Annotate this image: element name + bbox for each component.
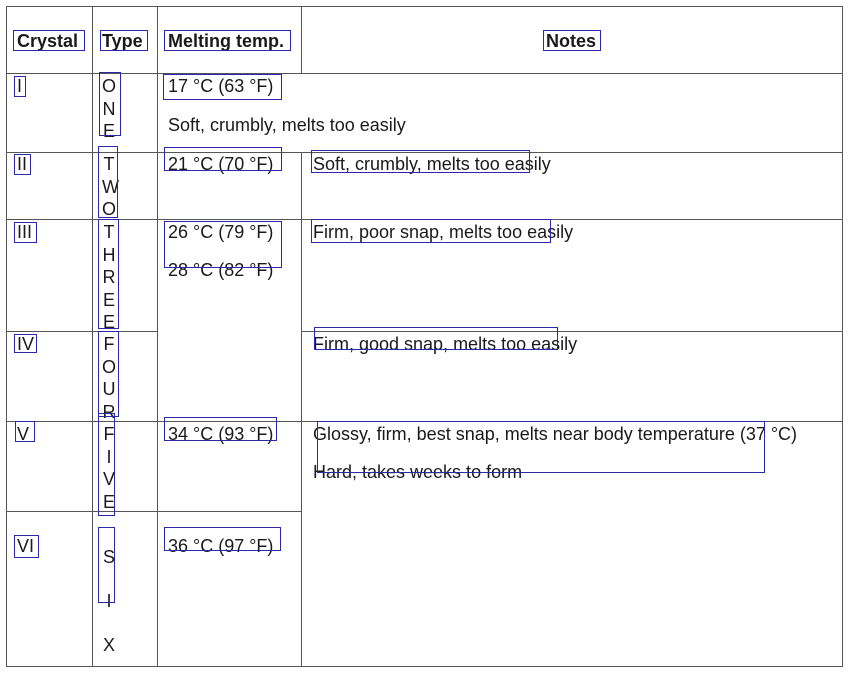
grid-line — [6, 6, 843, 7]
annotation-box — [14, 76, 26, 97]
crystal-name: III — [17, 222, 33, 242]
annotation-box — [314, 327, 558, 350]
annotation-box — [164, 221, 282, 268]
header-type: Type — [102, 31, 143, 51]
crystal-type: FIVE — [102, 424, 115, 512]
annotation-box — [98, 413, 115, 516]
crystal-type: ONE — [102, 76, 117, 141]
grid-line — [301, 6, 302, 74]
crystal-name: V — [17, 424, 30, 444]
crystal-note: Soft, crumbly, melts too easily — [168, 115, 406, 135]
annotation-box — [163, 74, 282, 100]
annotation-box — [98, 331, 119, 417]
grid-line — [92, 6, 93, 667]
annotation-box — [164, 30, 291, 51]
annotation-box — [14, 334, 37, 353]
annotation-box — [15, 421, 35, 442]
grid-line — [157, 6, 158, 667]
crystal-type: TWO — [102, 154, 119, 219]
grid-line — [842, 6, 843, 667]
grid-line — [6, 666, 843, 667]
crystal-note: Hard, takes weeks to form — [313, 462, 523, 482]
annotation-box — [317, 421, 765, 473]
annotation-box — [99, 72, 121, 136]
crystal-note: Glossy, firm, best snap, melts near body temperature (37 °C) — [313, 424, 798, 444]
annotation-box — [164, 527, 281, 551]
crystal-name: VI — [17, 536, 35, 556]
melting-temp: 28 °C (82 °F) — [168, 260, 274, 280]
header-notes: Notes — [546, 31, 597, 51]
grid-line — [6, 511, 302, 512]
grid-line — [6, 331, 157, 332]
crystal-note: Soft, crumbly, melts too easily — [313, 154, 551, 174]
crystal-name: IV — [17, 334, 35, 354]
annotation-box — [98, 219, 119, 329]
annotation-box — [100, 30, 148, 51]
crystal-type: SIX — [102, 547, 115, 655]
annotation-box — [164, 417, 277, 441]
grid-line — [6, 73, 843, 74]
crystal-note: Firm, good snap, melts too easily — [313, 334, 578, 354]
crystal-note: Firm, poor snap, melts too easily — [313, 222, 574, 242]
crystal-type: THREE — [102, 222, 116, 332]
grid-line — [301, 152, 302, 667]
melting-temp: 34 °C (93 °F) — [168, 424, 274, 444]
annotation-box — [311, 150, 530, 173]
annotation-box — [14, 535, 39, 558]
annotation-box — [311, 219, 551, 243]
crystal-type: FOUR — [102, 334, 117, 422]
crystal-name: I — [17, 76, 23, 96]
crystal-name: II — [17, 154, 28, 174]
melting-temp: 36 °C (97 °F) — [168, 536, 274, 556]
melting-temp: 26 °C (79 °F) — [168, 222, 274, 242]
annotation-box — [13, 30, 85, 51]
annotation-box — [543, 30, 601, 51]
annotation-box — [164, 147, 282, 171]
annotation-box — [14, 154, 31, 175]
annotation-box — [14, 222, 37, 243]
melting-temp: 17 °C (63 °F) — [168, 76, 274, 96]
annotation-box — [98, 527, 115, 603]
annotation-box — [98, 146, 118, 218]
melting-temp: 21 °C (70 °F) — [168, 154, 274, 174]
header-crystal: Crystal — [17, 31, 79, 51]
header-melting-temp: Melting temp. — [168, 31, 284, 51]
grid-line — [6, 6, 7, 667]
